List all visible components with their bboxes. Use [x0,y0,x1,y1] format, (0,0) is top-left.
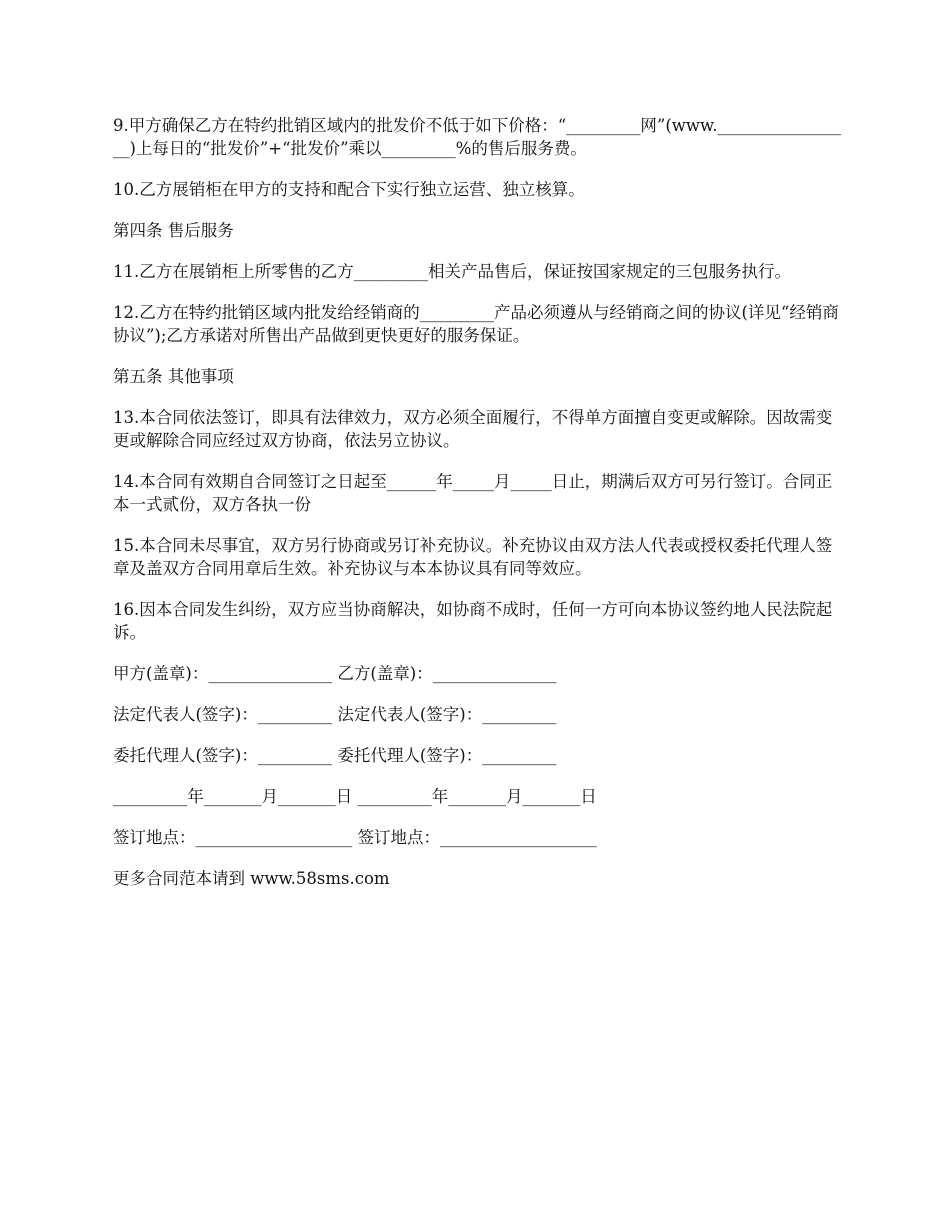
clause-11: 11.乙方在展销柜上所零售的乙方_________相关产品售后，保证按国家规定的三包服务执行。 [113,262,791,281]
contract-page [113,114,843,908]
clause-16: 16.因本合同发生纠纷，双方应当协商解决，如协商不成时，任何一方可向本协议签约地人民法院起诉。 [113,600,833,642]
signature-date-line: _________年_______月_______日 _________年_______月_______日 [113,787,597,806]
signature-legal-rep-line: 法定代表人(签字)：_________ 法定代表人(签字)：_________ [113,705,557,724]
signature-place-line: 签订地点：___________________ 签订地点：___________________ [113,828,597,847]
clause-13: 13.本合同依法签订，即具有法律效力，双方必须全面履行，不得单方面擅自变更或解除。因故需变更或解除合同应经过双方协商，依法另立协议。 [113,408,833,450]
clause-10: 10.乙方展销柜在甲方的支持和配合下实行独立运营、独立核算。 [113,180,585,199]
footer-note: 更多合同范本请到 www.58sms.com [113,869,390,888]
article-4-heading: 第四条 售后服务 [113,221,234,240]
clause-12: 12.乙方在特约批销区域内批发给经销商的_________产品必须遵从与经销商之间的协议(详见“经销商协议”);乙方承诺对所售出产品做到更快更好的服务保证。 [113,303,839,345]
signature-agent-line: 委托代理人(签字)：_________ 委托代理人(签字)：_________ [113,746,557,765]
clause-9: 9.甲方确保乙方在特约批销区域内的批发价不低于如下价格：“_________网”(www._________________)上每日的“批发价”+“批发价”乘以_________%的售后服务费。 [113,116,842,158]
article-5-heading: 第五条 其他事项 [113,367,234,386]
clause-15: 15.本合同未尽事宜，双方另行协商或另订补充协议。补充协议由双方法人代表或授权委托代理人签章及盖双方合同用章后生效。补充协议与本本协议具有同等效应。 [113,536,833,578]
clause-14: 14.本合同有效期自合同签订之日起至______年_____月_____日止，期满后双方可另行签订。合同正本一式贰份，双方各执一份 [113,472,833,514]
signature-party-line: 甲方(盖章)：_______________ 乙方(盖章)：_______________ [113,664,557,683]
